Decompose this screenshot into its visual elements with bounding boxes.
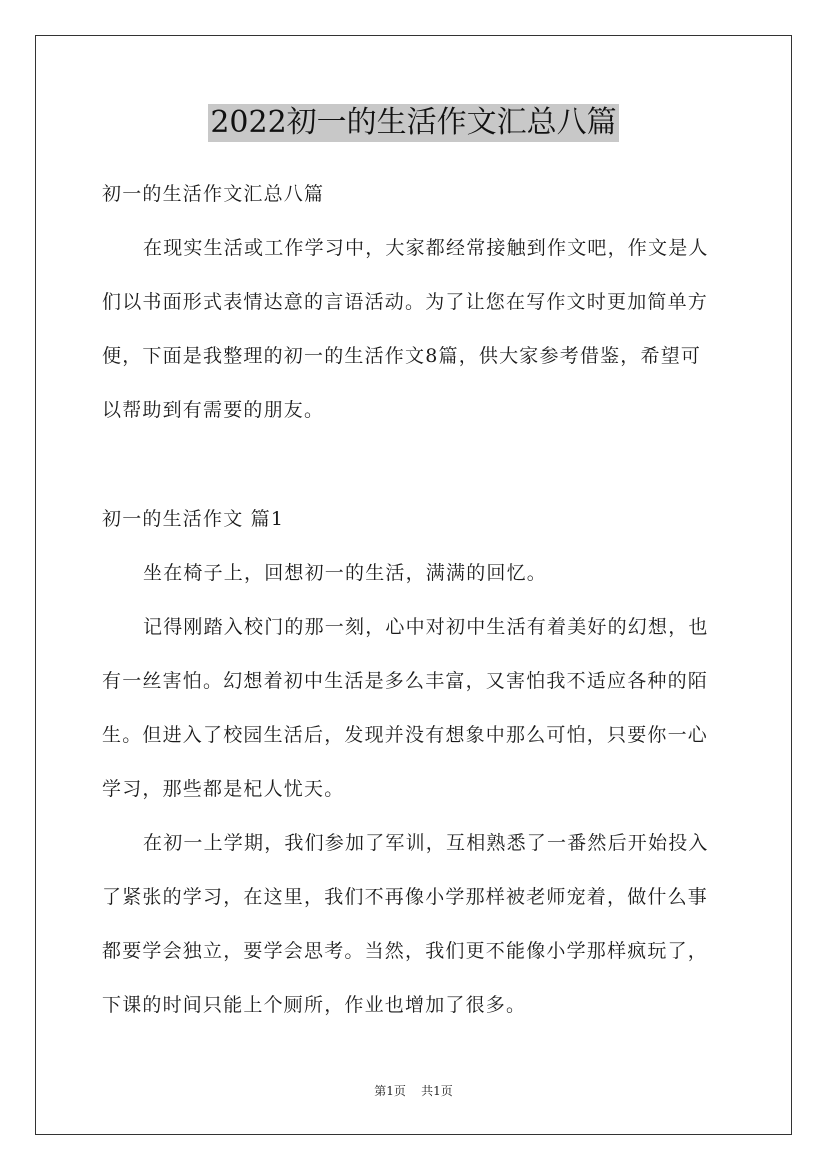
paragraph-line: 有一丝害怕。幻想着初中生活是多么丰富，又害怕我不适应各种的陌 bbox=[102, 670, 709, 692]
page-total: 共1页 bbox=[421, 1084, 453, 1098]
document-title: 2022初一的生活作文汇总八篇 bbox=[210, 105, 617, 140]
paragraph-line: 生。但进入了校园生活后，发现并没有想象中那么可怕，只要你一心 bbox=[102, 724, 709, 746]
paragraph-line: 下课的时间只能上个厕所，作业也增加了很多。 bbox=[102, 994, 527, 1016]
paragraph-line: 记得刚踏入校门的那一刻，心中对初中生活有着美好的幻想，也 bbox=[143, 616, 709, 638]
page-number: 第1页 bbox=[374, 1084, 406, 1098]
paragraph-line: 以帮助到有需要的朋友。 bbox=[102, 399, 325, 421]
paragraph-line: 在现实生活或工作学习中，大家都经常接触到作文吧，作文是人 bbox=[143, 237, 709, 259]
paragraph-line: 了紧张的学习，在这里，我们不再像小学那样被老师宠着，做什么事 bbox=[102, 886, 709, 908]
paragraph-line: 都要学会独立，要学会思考。当然，我们更不能像小学那样疯玩了， bbox=[102, 940, 709, 962]
paragraph-line: 学习，那些都是杞人忧天。 bbox=[102, 778, 345, 800]
paragraph-line: 坐在椅子上，回想初一的生活，满满的回忆。 bbox=[143, 562, 548, 584]
paragraph-line: 们以书面形式表情达意的言语活动。为了让您在写作文时更加简单方 bbox=[102, 291, 709, 313]
subtitle-line: 初一的生活作文汇总八篇 bbox=[102, 183, 325, 205]
page-footer bbox=[0, 1083, 827, 1099]
title-wrap bbox=[0, 104, 827, 142]
section-heading: 初一的生活作文 篇1 bbox=[102, 508, 285, 530]
paragraph-line: 便，下面是我整理的初一的生活作文8篇，供大家参考借鉴，希望可 bbox=[102, 345, 702, 367]
paragraph-line: 在初一上学期，我们参加了军训，互相熟悉了一番然后开始投入 bbox=[143, 832, 709, 854]
